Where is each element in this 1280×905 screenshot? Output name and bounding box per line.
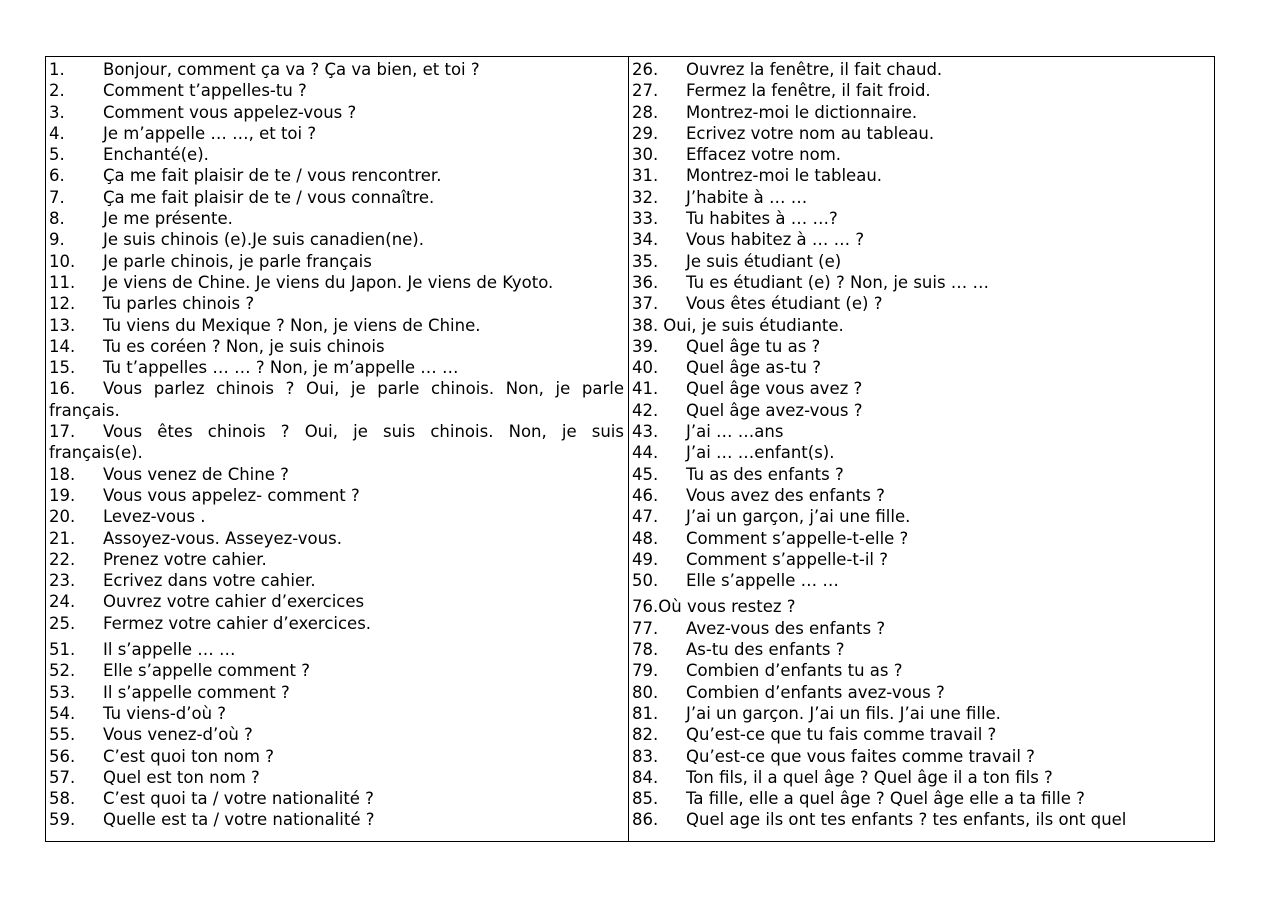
item-number: 5. bbox=[49, 145, 65, 165]
list-item bbox=[46, 102, 628, 123]
item-number: 19. bbox=[49, 485, 76, 505]
item-number: 32. bbox=[632, 187, 659, 207]
list-item bbox=[629, 165, 1214, 186]
item-number: 57. bbox=[49, 767, 76, 787]
item-text: Vous habitez à … … ? bbox=[686, 230, 865, 250]
item-number: 41. bbox=[632, 379, 659, 399]
item-number: 28. bbox=[632, 102, 659, 122]
item-text: Vous parlez chinois ? Oui, je parle chinois. Non, je parle français. bbox=[49, 379, 624, 420]
list-item bbox=[629, 315, 1214, 336]
item-text: As-tu des enfants ? bbox=[686, 640, 845, 660]
list-item bbox=[46, 293, 628, 314]
item-number: 24. bbox=[49, 592, 76, 612]
list-item bbox=[46, 336, 628, 357]
item-number: 42. bbox=[632, 400, 659, 420]
item-text: J’ai un garçon. J’ai un fils. J’ai une fille. bbox=[686, 703, 1001, 723]
item-text: Comment t’appelles-tu ? bbox=[103, 81, 307, 101]
item-number: 86. bbox=[632, 810, 659, 830]
item-number: 35. bbox=[632, 251, 659, 271]
list-item bbox=[46, 315, 628, 336]
item-text: Levez-vous . bbox=[103, 507, 206, 527]
item-number: 13. bbox=[49, 315, 76, 335]
item-number: 14. bbox=[49, 336, 76, 356]
item-text: Effacez votre nom. bbox=[686, 145, 842, 165]
list-item bbox=[46, 591, 628, 612]
list-item bbox=[46, 421, 628, 464]
item-text: J’ai un garçon, j’ai une fille. bbox=[686, 507, 911, 527]
item-number: 80. bbox=[632, 682, 659, 702]
phrase-table bbox=[45, 56, 1215, 842]
list-item bbox=[46, 187, 628, 208]
list-item bbox=[46, 485, 628, 506]
item-number: 31. bbox=[632, 166, 659, 186]
item-number: 51. bbox=[49, 640, 76, 660]
item-text: Ça me fait plaisir de te / vous rencontrer. bbox=[103, 166, 442, 186]
item-number: 1. bbox=[49, 60, 65, 79]
item-number: 21. bbox=[49, 528, 76, 548]
item-text: Fermez la fenêtre, il fait froid. bbox=[686, 81, 931, 101]
item-number: 10. bbox=[49, 251, 76, 271]
list-item bbox=[46, 660, 628, 681]
list-item bbox=[629, 123, 1214, 144]
item-text: Ça me fait plaisir de te / vous connaître. bbox=[103, 187, 435, 207]
item-text: Tu parles chinois ? bbox=[103, 294, 255, 314]
item-text: Elle s’appelle … … bbox=[686, 571, 839, 591]
item-text: Qu’est-ce que vous faites comme travail ? bbox=[686, 746, 1035, 766]
item-text: Vous venez-d’où ? bbox=[103, 725, 253, 745]
item-number: 25. bbox=[49, 613, 76, 633]
item-number: 22. bbox=[49, 549, 76, 569]
list-item bbox=[629, 144, 1214, 165]
list-item bbox=[46, 80, 628, 101]
list-item bbox=[46, 251, 628, 272]
item-number: 9. bbox=[49, 230, 65, 250]
item-number: 56. bbox=[49, 746, 76, 766]
list-item bbox=[46, 767, 628, 788]
list-item bbox=[629, 80, 1214, 101]
item-number: 79. bbox=[632, 661, 659, 681]
item-number: 53. bbox=[49, 682, 76, 702]
left-column bbox=[46, 57, 629, 841]
item-text: Je parle chinois, je parle français bbox=[103, 251, 372, 271]
item-text: Je me présente. bbox=[103, 209, 233, 229]
list-item bbox=[46, 208, 628, 229]
list-item bbox=[46, 809, 628, 830]
item-text: Quelle est ta / votre nationalité ? bbox=[103, 810, 375, 830]
list-item bbox=[629, 59, 1214, 80]
item-text: Combien d’enfants tu as ? bbox=[686, 661, 903, 681]
item-text: Assoyez-vous. Asseyez-vous. bbox=[103, 528, 342, 548]
item-text: Il s’appelle comment ? bbox=[103, 682, 290, 702]
list-item bbox=[629, 682, 1214, 703]
item-number: 78. bbox=[632, 640, 659, 660]
item-text: Comment s’appelle-t-elle ? bbox=[686, 528, 909, 548]
item-text: Quel âge avez-vous ? bbox=[686, 400, 863, 420]
list-item bbox=[46, 639, 628, 660]
item-text: Combien d’enfants avez-vous ? bbox=[686, 682, 945, 702]
list-item bbox=[46, 549, 628, 570]
list-item bbox=[629, 357, 1214, 378]
list-item bbox=[629, 596, 1214, 617]
item-number: 81. bbox=[632, 703, 659, 723]
list-item bbox=[46, 165, 628, 186]
item-text: Ouvrez votre cahier d’exercices bbox=[103, 592, 365, 612]
list-item bbox=[629, 378, 1214, 399]
list-item bbox=[629, 724, 1214, 745]
list-item bbox=[46, 464, 628, 485]
item-number: 43. bbox=[632, 422, 659, 442]
item-number: 47. bbox=[632, 507, 659, 527]
item-text: Quel âge as-tu ? bbox=[686, 358, 821, 378]
item-text: Montrez-moi le tableau. bbox=[686, 166, 883, 186]
item-text: J’ai … …ans bbox=[686, 422, 784, 442]
list-item bbox=[629, 272, 1214, 293]
item-text: Elle s’appelle comment ? bbox=[103, 661, 310, 681]
item-number: 20. bbox=[49, 507, 76, 527]
item-text: Tu viens-d’où ? bbox=[103, 703, 227, 723]
list-item bbox=[629, 187, 1214, 208]
item-text: Je suis chinois (e).Je suis canadien(ne). bbox=[103, 230, 424, 250]
item-text: Fermez votre cahier d’exercices. bbox=[103, 613, 372, 633]
list-item bbox=[629, 464, 1214, 485]
item-number: 11. bbox=[49, 272, 76, 292]
item-number: 45. bbox=[632, 464, 659, 484]
item-text: Prenez votre cahier. bbox=[103, 549, 267, 569]
item-number: 52. bbox=[49, 661, 76, 681]
item-number: 44. bbox=[632, 443, 659, 463]
item-number: 16. bbox=[49, 379, 76, 399]
list-item bbox=[46, 788, 628, 809]
list-item bbox=[46, 724, 628, 745]
item-number: 36. bbox=[632, 272, 659, 292]
item-text: Où vous restez ? bbox=[658, 597, 796, 617]
right-column bbox=[629, 57, 1214, 841]
item-number: 2. bbox=[49, 81, 65, 101]
item-number: 85. bbox=[632, 789, 659, 809]
item-text: Avez-vous des enfants ? bbox=[686, 618, 886, 638]
item-number: 23. bbox=[49, 571, 76, 591]
item-number: 49. bbox=[632, 549, 659, 569]
item-text: Bonjour, comment ça va ? Ça va bien, et toi ? bbox=[103, 60, 480, 79]
item-text: Comment s’appelle-t-il ? bbox=[686, 549, 889, 569]
item-number: 54. bbox=[49, 703, 76, 723]
item-text: Vous êtes étudiant (e) ? bbox=[686, 294, 883, 314]
item-text: Qu’est-ce que tu fais comme travail ? bbox=[686, 725, 997, 745]
list-item bbox=[629, 660, 1214, 681]
item-number: 12. bbox=[49, 294, 76, 314]
list-item bbox=[46, 570, 628, 591]
list-item bbox=[629, 400, 1214, 421]
item-number: 82. bbox=[632, 725, 659, 745]
list-item bbox=[629, 809, 1214, 830]
item-text: Oui, je suis étudiante. bbox=[663, 315, 844, 335]
item-number: 15. bbox=[49, 358, 76, 378]
list-item bbox=[629, 767, 1214, 788]
item-text: Vous vous appelez- comment ? bbox=[103, 485, 360, 505]
item-number: 4. bbox=[49, 123, 65, 143]
item-text: Quel âge tu as ? bbox=[686, 336, 821, 356]
list-item bbox=[46, 703, 628, 724]
item-text: Ton fils, il a quel âge ? Quel âge il a ton fils ? bbox=[686, 767, 1053, 787]
item-number: 84. bbox=[632, 767, 659, 787]
item-number: 50. bbox=[632, 571, 659, 591]
list-item bbox=[629, 102, 1214, 123]
item-number: 33. bbox=[632, 209, 659, 229]
list-item bbox=[46, 357, 628, 378]
item-text: Vous avez des enfants ? bbox=[686, 485, 885, 505]
item-text: Ouvrez la fenêtre, il fait chaud. bbox=[686, 60, 943, 79]
item-text: Tu es étudiant (e) ? Non, je suis … … bbox=[686, 272, 990, 292]
list-item bbox=[46, 613, 628, 634]
item-text: Ecrivez dans votre cahier. bbox=[103, 571, 316, 591]
item-number: 18. bbox=[49, 464, 76, 484]
item-text: Tu es coréen ? Non, je suis chinois bbox=[103, 336, 385, 356]
item-text: Quel âge vous avez ? bbox=[686, 379, 863, 399]
item-text: C’est quoi ta / votre nationalité ? bbox=[103, 789, 374, 809]
list-item bbox=[629, 336, 1214, 357]
item-number: 83. bbox=[632, 746, 659, 766]
list-item bbox=[46, 123, 628, 144]
item-text: Je suis étudiant (e) bbox=[686, 251, 842, 271]
list-item bbox=[629, 421, 1214, 442]
list-item bbox=[46, 506, 628, 527]
list-item bbox=[46, 144, 628, 165]
list-item bbox=[629, 639, 1214, 660]
list-item bbox=[46, 528, 628, 549]
item-text: Tu viens du Mexique ? Non, je viens de Chine. bbox=[103, 315, 481, 335]
list-item bbox=[46, 272, 628, 293]
list-item bbox=[46, 682, 628, 703]
list-item bbox=[629, 549, 1214, 570]
item-number: 3. bbox=[49, 102, 65, 122]
item-text: J’habite à … … bbox=[686, 187, 808, 207]
item-number: 26. bbox=[632, 60, 659, 79]
item-text: Ta fille, elle a quel âge ? Quel âge elle a ta fille ? bbox=[686, 789, 1085, 809]
item-text: Vous venez de Chine ? bbox=[103, 464, 289, 484]
list-item bbox=[629, 788, 1214, 809]
item-text: C’est quoi ton nom ? bbox=[103, 746, 274, 766]
item-text: Ecrivez votre nom au tableau. bbox=[686, 123, 935, 143]
item-text: Enchanté(e). bbox=[103, 145, 209, 165]
item-number: 17. bbox=[49, 422, 76, 442]
item-number: 58. bbox=[49, 789, 76, 809]
list-item bbox=[629, 528, 1214, 549]
item-number: 27. bbox=[632, 81, 659, 101]
item-text: J’ai … …enfant(s). bbox=[686, 443, 835, 463]
item-number: 7. bbox=[49, 187, 65, 207]
item-number: 39. bbox=[632, 336, 659, 356]
list-item bbox=[629, 703, 1214, 724]
item-number: 77. bbox=[632, 618, 659, 638]
list-item bbox=[629, 293, 1214, 314]
list-item bbox=[629, 618, 1214, 639]
item-text: Je viens de Chine. Je viens du Japon. Je viens de Kyoto. bbox=[103, 272, 554, 292]
list-item bbox=[46, 229, 628, 250]
list-item bbox=[629, 485, 1214, 506]
item-text: Je m’appelle … …, et toi ? bbox=[103, 123, 317, 143]
list-item bbox=[46, 59, 628, 80]
item-text: Tu habites à … …? bbox=[686, 209, 838, 229]
item-number: 34. bbox=[632, 230, 659, 250]
item-number: 8. bbox=[49, 209, 65, 229]
item-number: 29. bbox=[632, 123, 659, 143]
item-number: 38. bbox=[632, 315, 659, 335]
list-item bbox=[629, 251, 1214, 272]
list-item bbox=[629, 570, 1214, 591]
list-item bbox=[629, 229, 1214, 250]
item-number: 48. bbox=[632, 528, 659, 548]
item-text: Quel est ton nom ? bbox=[103, 767, 260, 787]
item-number: 40. bbox=[632, 358, 659, 378]
item-text: Tu t’appelles … … ? Non, je m’appelle … … bbox=[103, 358, 459, 378]
list-item bbox=[629, 442, 1214, 463]
item-text: Quel age ils ont tes enfants ? tes enfants, ils ont quel bbox=[686, 810, 1127, 830]
item-number: 6. bbox=[49, 166, 65, 186]
list-item bbox=[46, 378, 628, 421]
list-item bbox=[629, 208, 1214, 229]
item-text: Il s’appelle … … bbox=[103, 640, 236, 660]
item-number: 59. bbox=[49, 810, 76, 830]
item-number: 37. bbox=[632, 294, 659, 314]
item-text: Vous êtes chinois ? Oui, je suis chinois. Non, je suis français(e). bbox=[49, 422, 624, 463]
item-text: Comment vous appelez-vous ? bbox=[103, 102, 357, 122]
item-number: 76. bbox=[632, 597, 659, 617]
item-text: Montrez-moi le dictionnaire. bbox=[686, 102, 918, 122]
list-item bbox=[629, 746, 1214, 767]
item-number: 30. bbox=[632, 145, 659, 165]
item-number: 46. bbox=[632, 485, 659, 505]
item-text: Tu as des enfants ? bbox=[686, 464, 844, 484]
item-number: 55. bbox=[49, 725, 76, 745]
list-item bbox=[629, 506, 1214, 527]
list-item bbox=[46, 746, 628, 767]
